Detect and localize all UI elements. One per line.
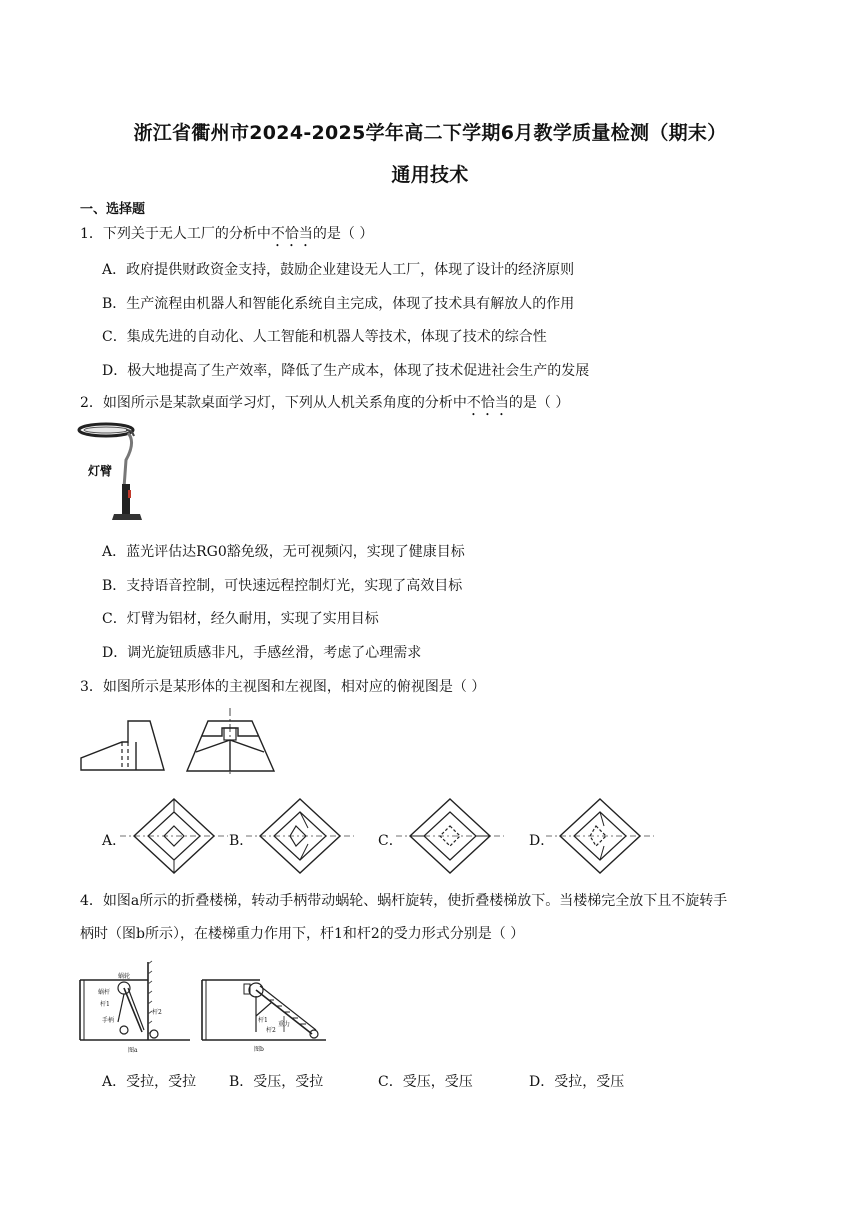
- fig-a-label-worm-wheel: 蜗轮: [118, 973, 131, 980]
- q2-stem-part1: 2．如图所示是某款桌面学习灯，下列从人机关系角度的分析中: [80, 395, 467, 411]
- q2-option-b[interactable]: B．支持语音控制，可快速远程控制灯光，实现了高效目标: [102, 578, 463, 594]
- q2-stem-part2: 的是（ ）: [508, 395, 570, 411]
- q3-option-b-label[interactable]: B．: [229, 833, 254, 849]
- q1-option-a[interactable]: A．政府提供财政资金支持，鼓励企业建设无人工厂，体现了设计的经济原则: [102, 262, 575, 278]
- left-view-drawing: [186, 708, 280, 774]
- document-subtitle: 通用技术: [391, 164, 469, 186]
- q2-emphasis: 不恰当: [466, 395, 509, 411]
- fig-a-label-worm: 蜗杆: [98, 989, 111, 996]
- fig-b-label-rod2: 杆2: [266, 1027, 276, 1034]
- q2-option-a[interactable]: A．蓝光评估达RG0豁免级，无可视频闪，实现了健康目标: [102, 544, 465, 560]
- q1-option-c[interactable]: C．集成先进的自动化、人工智能和机器人等技术，体现了技术的综合性: [102, 329, 547, 345]
- q1-option-d[interactable]: D．极大地提高了生产效率，降低了生产成本，体现了技术促进社会生产的发展: [102, 363, 590, 379]
- front-view-drawing: [80, 720, 166, 772]
- q3-option-d-drawing[interactable]: [546, 798, 654, 874]
- question-4-stem-line2: 柄时（图b所示），在楼梯重力作用下，杆1和杆2的受力形式分别是（ ）: [80, 926, 525, 942]
- q3-option-d-label[interactable]: D．: [529, 833, 555, 849]
- question-1-stem: [80, 223, 373, 250]
- fig-b-label-rod1: 杆1: [258, 1017, 268, 1024]
- q4-option-c[interactable]: C．受压，受压: [378, 1074, 473, 1090]
- question-4-stem-line1: 4．如图a所示的折叠楼梯，转动手柄带动蜗轮、蜗杆旋转，使折叠楼梯放下。当楼梯完全放下且不旋转手: [80, 893, 728, 909]
- q3-option-c-drawing[interactable]: [396, 798, 504, 874]
- q2-option-d[interactable]: D．调光旋钮质感非凡，手感丝滑，考虑了心理需求: [102, 645, 422, 661]
- q1-stem-part2: 的是（ ）: [312, 226, 374, 242]
- q3-option-c-label[interactable]: C．: [378, 833, 403, 849]
- section-heading: 一、选择题: [80, 202, 146, 217]
- lamp-arm-label: 灯臂: [88, 464, 113, 478]
- document-title: 浙江省衢州市2024-2025学年高二下学期6月教学质量检测（期末）: [133, 122, 727, 144]
- q1-option-b[interactable]: B．生产流程由机器人和智能化系统自主完成，体现了技术具有解放人的作用: [102, 296, 575, 312]
- folding-stair-figure-b: [200, 976, 328, 1054]
- q3-option-a-drawing[interactable]: [120, 798, 228, 874]
- question-2-stem: [80, 392, 569, 419]
- fig-a-label-rod2: 杆2: [152, 1009, 162, 1016]
- folding-stair-figure-a: [78, 958, 190, 1054]
- q4-option-b[interactable]: B．受压，受拉: [229, 1074, 324, 1090]
- question-3-stem: 3．如图所示是某形体的主视图和左视图，相对应的俯视图是（ ）: [80, 679, 486, 695]
- fig-a-label-handle: 手柄: [102, 1017, 115, 1024]
- fig-b-caption: 图b: [254, 1046, 264, 1053]
- fig-a-label-rod1: 杆1: [100, 1001, 110, 1008]
- fig-a-caption: 图a: [128, 1047, 138, 1054]
- q1-stem-part1: 1．下列关于无人工厂的分析中: [80, 226, 271, 242]
- q1-emphasis: 不恰当: [270, 226, 313, 242]
- q3-option-b-drawing[interactable]: [246, 798, 354, 874]
- fig-b-label-gravity: 重力: [278, 1021, 291, 1028]
- q3-option-a-label[interactable]: A．: [102, 833, 127, 849]
- q2-option-c[interactable]: C．灯臂为铝材，经久耐用，实现了实用目标: [102, 611, 379, 627]
- q4-option-d[interactable]: D．受拉，受压: [529, 1074, 625, 1090]
- desk-lamp-figure: [76, 422, 148, 526]
- q4-option-a[interactable]: A．受拉，受拉: [102, 1074, 197, 1090]
